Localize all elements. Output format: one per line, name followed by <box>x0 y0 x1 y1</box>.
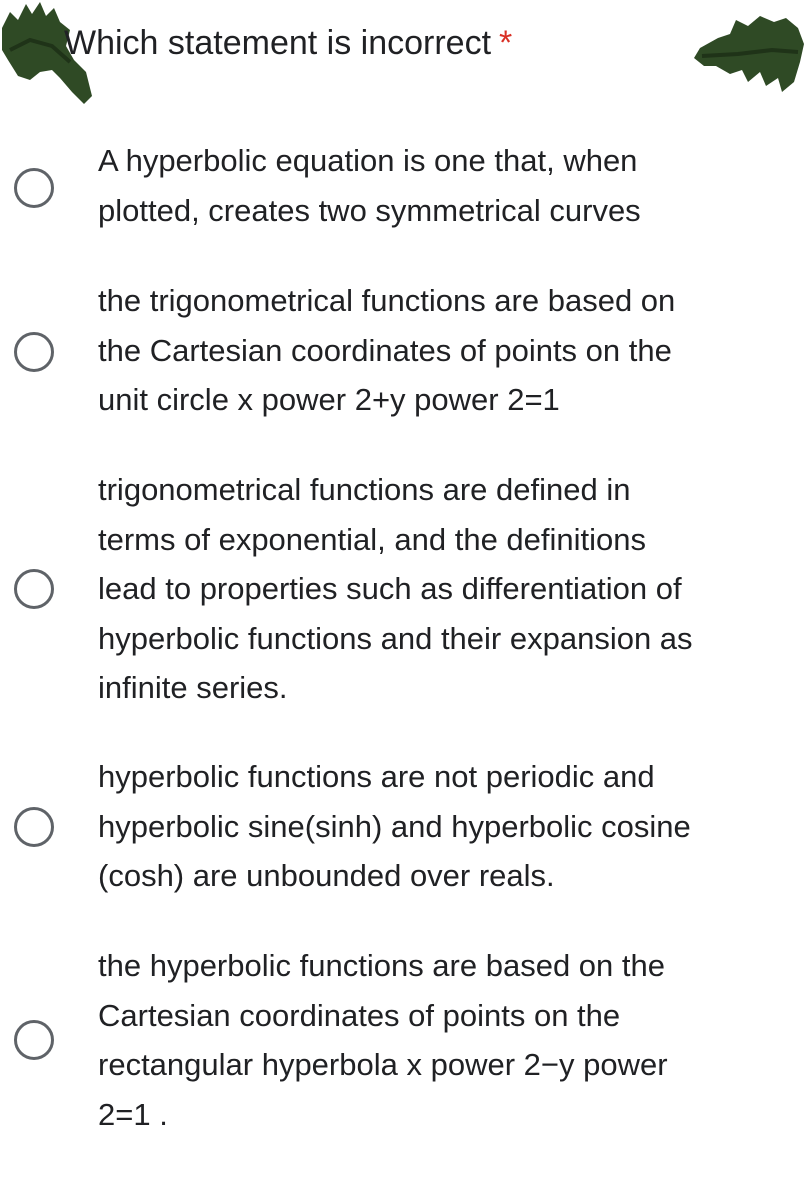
option-4-text[interactable] <box>98 752 798 901</box>
option-4-line-2: hyperbolic sine(sinh) and hyperbolic cosine <box>98 808 691 844</box>
option-5-line-4: 2=1 . <box>98 1096 168 1132</box>
option-3-line-1: trigonometrical functions are defined in <box>98 472 631 507</box>
option-4[interactable] <box>0 752 806 902</box>
option-3-line-2: terms of exponential, and the definitions <box>98 521 647 557</box>
option-3[interactable] <box>0 465 806 715</box>
option-5-line-1: the hyperbolic functions are based on the <box>98 948 665 983</box>
option-1-line-1: A hyperbolic equation is one that, when <box>98 143 638 178</box>
required-star: * <box>499 24 513 62</box>
option-3-line-5: infinite series. <box>98 670 288 705</box>
option-1-text[interactable] <box>98 136 798 235</box>
option-2-line-1: the trigonometrical functions are based on <box>98 283 676 318</box>
option-2-text[interactable] <box>98 276 798 425</box>
radio-button-option-5[interactable] <box>14 1020 54 1060</box>
option-3-text[interactable] <box>98 465 798 713</box>
radio-button-option-4[interactable] <box>14 807 54 847</box>
option-5-text[interactable] <box>98 941 798 1139</box>
option-1[interactable] <box>0 136 806 236</box>
option-5-line-3: rectangular hyperbola x power 2−y power <box>98 1047 668 1082</box>
question-title <box>64 20 512 66</box>
radio-button-option-1[interactable] <box>14 168 54 208</box>
option-2-line-3: unit circle x power 2+y power 2=1 <box>98 382 560 417</box>
option-5[interactable] <box>0 941 806 1141</box>
redaction-scribble-right <box>690 8 806 94</box>
option-2-line-2: the Cartesian coordinates of points on the <box>98 332 672 368</box>
radio-button-option-2[interactable] <box>14 332 54 372</box>
option-5-line-2: Cartesian coordinates of points on the <box>98 997 621 1033</box>
option-3-line-4: hyperbolic functions and their expansion as <box>98 620 693 656</box>
question-title-text: Which statement is incorrect <box>64 24 492 62</box>
option-3-line-3: lead to properties such as differentiation of <box>98 571 682 606</box>
option-1-line-2: plotted, creates two symmetrical curves <box>98 192 641 228</box>
radio-button-option-3[interactable] <box>14 569 54 609</box>
option-4-line-3: (cosh) are unbounded over reals. <box>98 858 555 893</box>
option-4-line-1: hyperbolic functions are not periodic and <box>98 759 655 794</box>
option-2[interactable] <box>0 276 806 426</box>
